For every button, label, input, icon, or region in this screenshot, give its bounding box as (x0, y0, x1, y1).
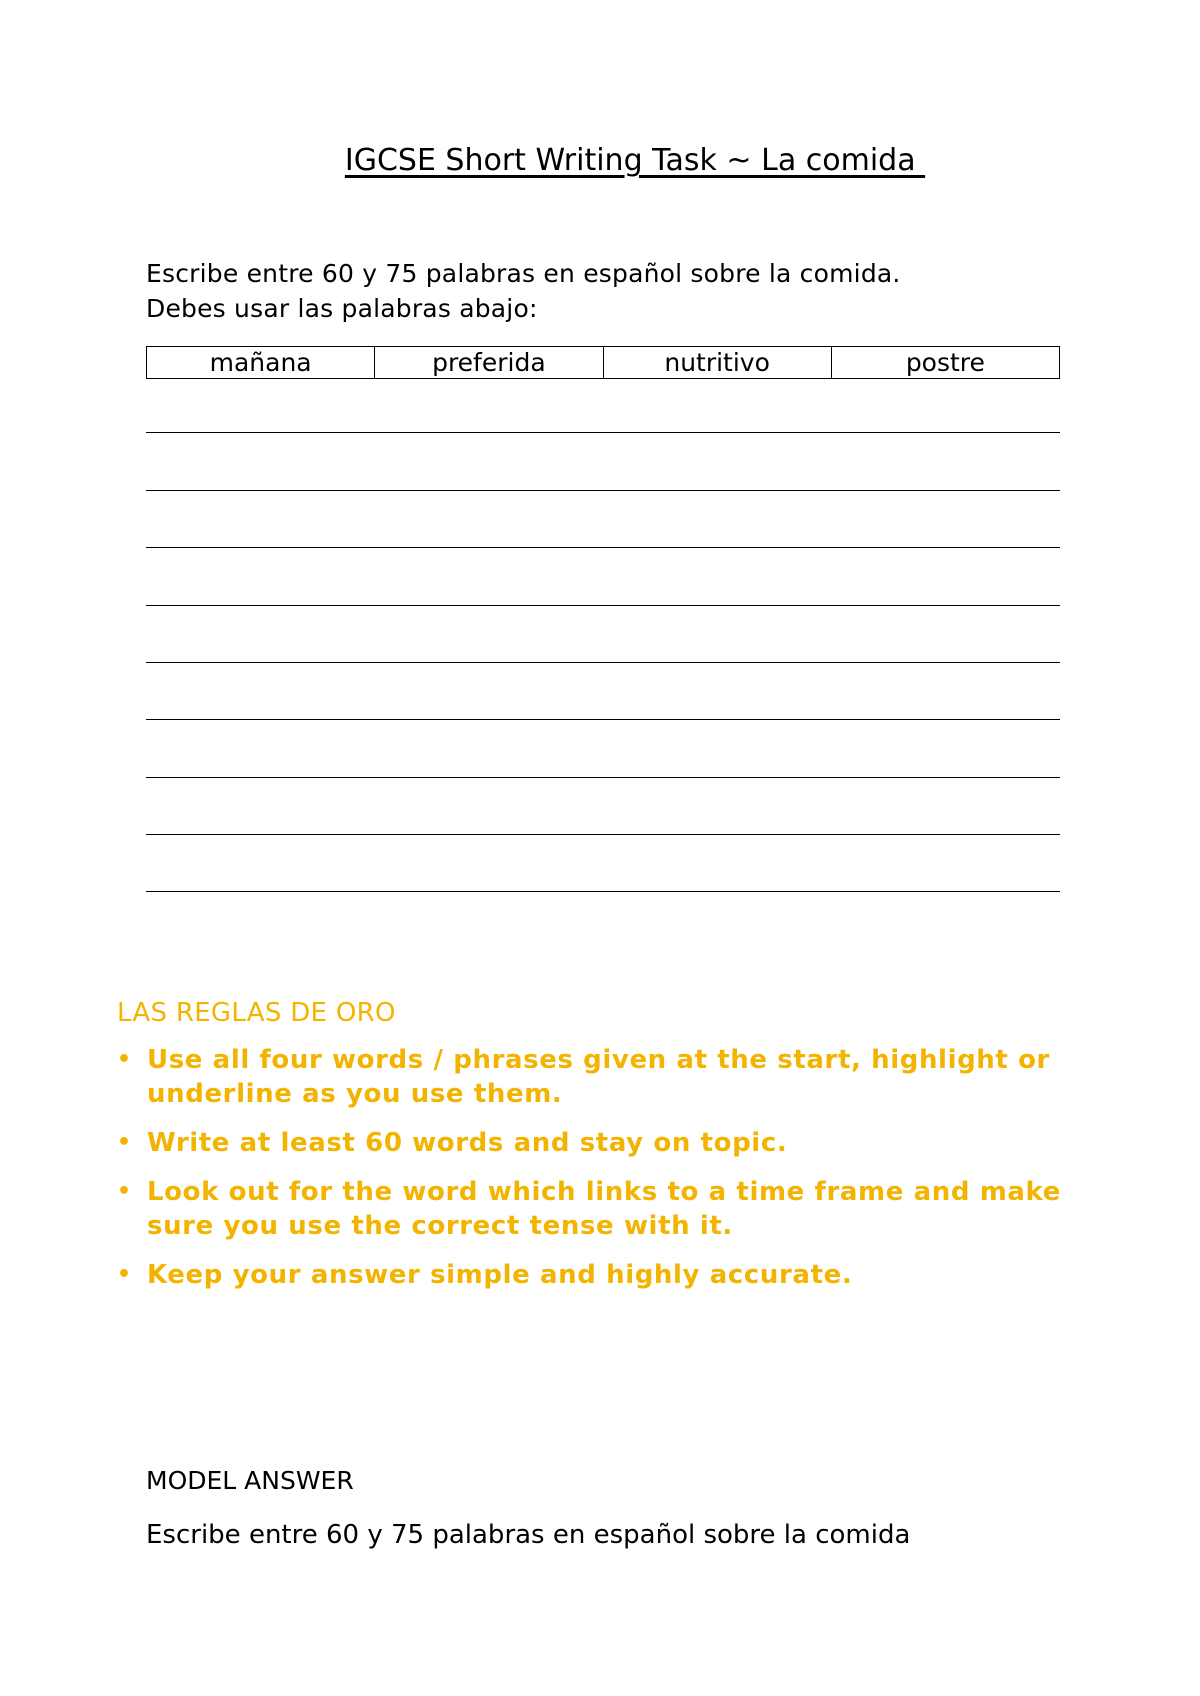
rule-text: Keep your answer simple and highly accurate. (147, 1260, 853, 1290)
instruction-line-2: Debes usar las palabras abajo: (146, 294, 538, 323)
writing-line (146, 490, 1060, 491)
rule-text: Use all four words / phrases given at the start, highlight or underline as you use them. (147, 1045, 1050, 1109)
model-answer-prompt: Escribe entre 60 y 75 palabras en español sobre la comida (146, 1520, 911, 1550)
writing-line (146, 891, 1060, 892)
bullet-icon: • (117, 1130, 132, 1155)
writing-line (146, 834, 1060, 835)
writing-line (146, 432, 1060, 433)
bullet-icon: • (117, 1262, 132, 1287)
writing-line (146, 662, 1060, 663)
rule-item (117, 1175, 1117, 1243)
page-title: IGCSE Short Writing Task ~ La comida (344, 143, 926, 178)
rule-item (117, 1258, 1117, 1292)
writing-line (146, 719, 1060, 720)
writing-line (146, 605, 1060, 606)
instruction-line-1: Escribe entre 60 y 75 palabras en español sobre la comida. (146, 259, 901, 288)
golden-rules-section (117, 996, 1117, 1307)
word-cell-4: postre (831, 347, 1059, 379)
rules-heading: LAS REGLAS DE ORO (117, 998, 396, 1028)
rule-item (117, 1126, 1117, 1160)
table-row (147, 347, 1060, 379)
writing-line (146, 547, 1060, 548)
rule-text: Write at least 60 words and stay on topic. (147, 1128, 788, 1158)
word-cell-3: nutritivo (603, 347, 831, 379)
word-cell-2: preferida (375, 347, 603, 379)
bullet-icon: • (117, 1179, 132, 1204)
task-instructions (146, 256, 901, 326)
rule-text: Look out for the word which links to a time frame and make sure you use the correct tense with it. (147, 1177, 1061, 1241)
writing-line (146, 777, 1060, 778)
word-cell-1: mañana (147, 347, 375, 379)
rules-list (117, 1043, 1117, 1292)
required-words-table (146, 346, 1060, 379)
model-answer-heading: MODEL ANSWER (146, 1466, 354, 1495)
rule-item (117, 1043, 1117, 1111)
bullet-icon: • (117, 1047, 132, 1072)
